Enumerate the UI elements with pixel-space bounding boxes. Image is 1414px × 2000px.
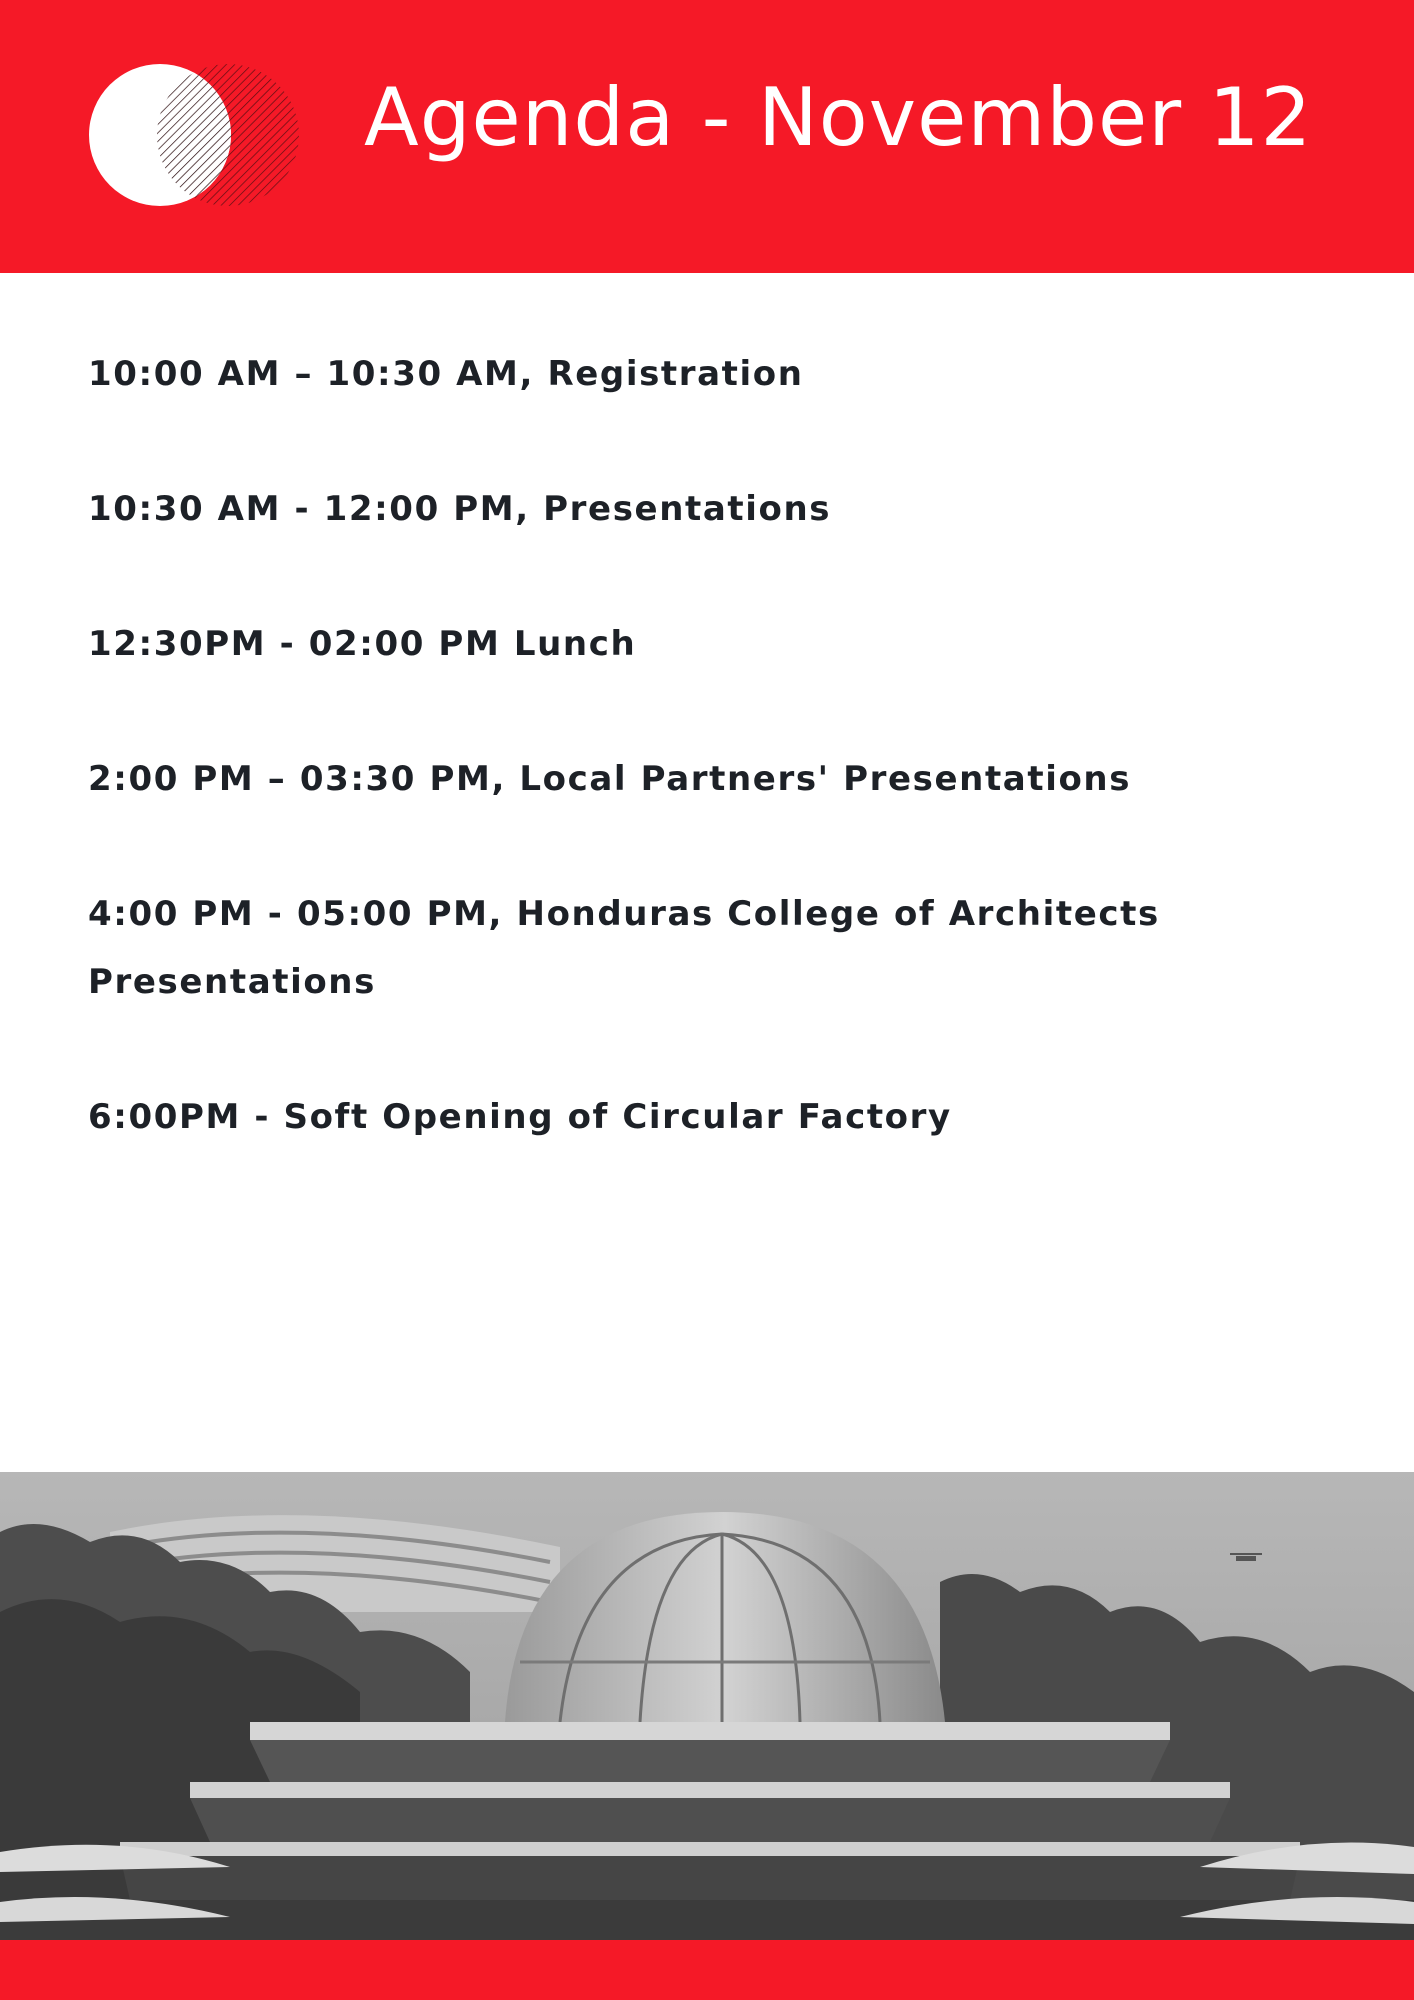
agenda-item-soft-opening: 6:00PM - Soft Opening of Circular Factory xyxy=(88,1097,952,1137)
page-title: Agenda - November 12 xyxy=(364,71,1313,164)
agenda-item-lunch: 12:30PM - 02:00 PM Lunch xyxy=(88,624,637,664)
agenda-list xyxy=(88,340,1328,1218)
agenda-item-honduras-college: 4:00 PM - 05:00 PM, Honduras College of Architects Presentations xyxy=(88,894,1160,1002)
agenda-item-presentations: 10:30 AM - 12:00 PM, Presentations xyxy=(88,489,832,529)
agenda-item-local-partners: 2:00 PM – 03:30 PM, Local Partners' Presentations xyxy=(88,759,1132,799)
building-rendering-image xyxy=(0,1472,1414,1940)
agenda-item-registration: 10:00 AM – 10:30 AM, Registration xyxy=(88,354,804,394)
building-photo xyxy=(0,1472,1414,1940)
footer-bar xyxy=(0,1940,1414,2000)
overlapping-circles-logo xyxy=(86,60,311,210)
header-banner xyxy=(0,0,1414,273)
